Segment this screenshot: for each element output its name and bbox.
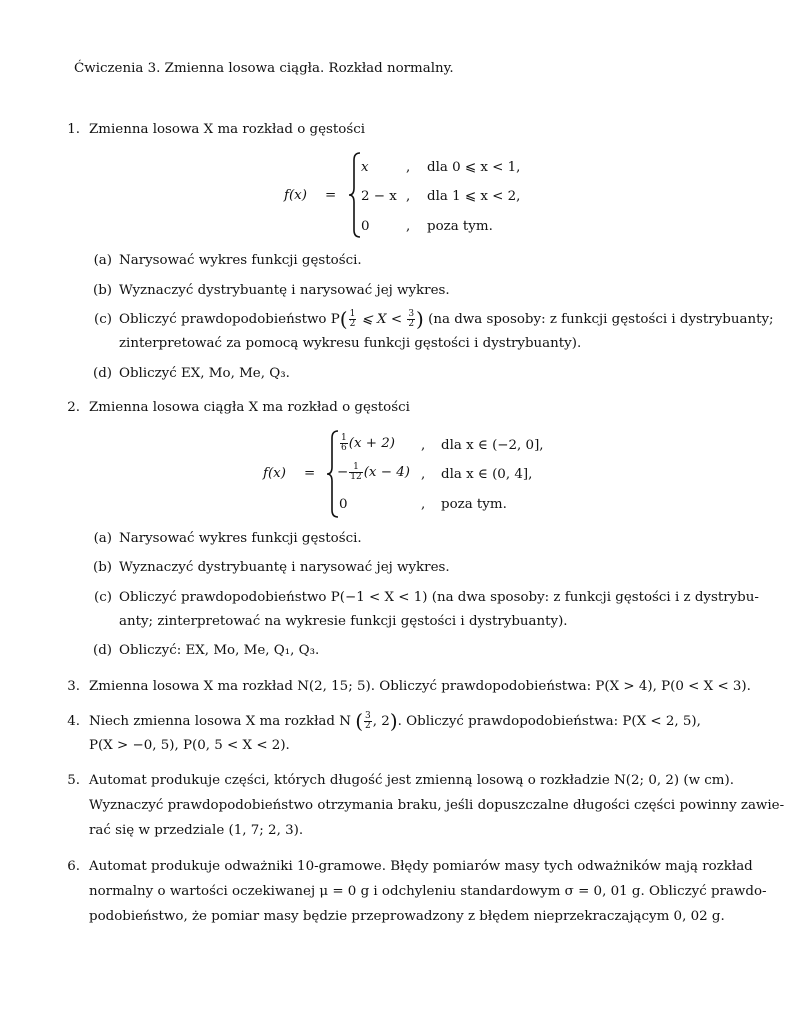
problem-2-fx: f(x) <box>263 466 286 481</box>
problem-5-line2: Wyznaczyć prawdopodobieństwo otrzymania braku, jeśli dopuszczalne długości części powinny zawie- <box>89 798 785 813</box>
problem-1-case-1-cond: dla 0 ⩽ x < 1, <box>427 160 521 175</box>
problem-2b-text: Wyznaczyć dystrybuantę i narysować jej wykres. <box>119 560 450 575</box>
problem-1a-label: (a) <box>93 253 112 268</box>
problem-1-case-3-sep: , <box>406 219 411 234</box>
problem-1-intro: Zmienna losowa X ma rozkład o gęstości <box>89 122 365 137</box>
problem-1-case-1-sep: , <box>406 160 411 175</box>
problem-2-case-2 <box>337 461 410 485</box>
problem-1-equals: = <box>325 188 337 203</box>
problem-1a-text: Narysować wykres funkcji gęstości. <box>119 253 362 268</box>
problem-1-case-2-expr: 2 − x <box>361 189 397 204</box>
problem-1-case-3-expr: 0 <box>361 219 370 234</box>
problem-1c-label: (c) <box>94 312 112 327</box>
problem-2-case-3-sep: , <box>421 497 426 512</box>
problem-1c-pre: Obliczyć prawdopodobieństwo P <box>119 312 340 327</box>
problem-1-case-3-cond: poza tym. <box>427 219 493 234</box>
problem-1c-line2: zinterpretować za pomocą wykresu funkcji gęstości i dystrybuanty). <box>119 336 582 351</box>
problem-2-case-1-sep: , <box>421 438 426 453</box>
problem-2-case-2-frac: $\frac{1}{12}$ <box>350 462 362 482</box>
problem-6-line1: Automat produkuje odważniki 10-gramowe. Błędy pomiarów masy tych odważników mają rozkład <box>89 859 753 874</box>
page-title: Ćwiczenia 3. Zmienna losowa ciągła. Rozkład normalny. <box>74 61 454 76</box>
problem-1-brace <box>348 152 362 238</box>
problem-1c-text: Obliczyć prawdopodobieństwo P( $\frac{1}{2}$ ⩽ X < $\frac{3}{2}$ ) (na dwa sposoby: z funkcji gęstości i dystrybuanty; <box>119 307 774 331</box>
problem-1b-text: Wyznaczyć dystrybuantę i narysować jej wykres. <box>119 283 450 298</box>
problem-1-case-2-sep: , <box>406 189 411 204</box>
problem-1-fx: f(x) <box>284 188 307 203</box>
problem-2-case-3-expr: 0 <box>339 497 348 512</box>
problem-3-text: Zmienna losowa X ma rozkład N(2, 15; 5). Obliczyć prawdopodobieństwa: P(X > 4), P(0 < X < 3). <box>89 679 751 694</box>
problem-2-case-3-cond: poza tym. <box>441 497 507 512</box>
problem-2-case-2-sign: − <box>337 465 349 480</box>
problem-1c-frac-2: $\frac{3}{2}$ <box>408 309 415 329</box>
problem-2-case-1-expr: (x + 2) <box>348 436 395 451</box>
problem-5-line1: Automat produkuje części, których długość jest zmienną losową o rozkładzie N(2; 0, 2) (w cm). <box>89 773 734 788</box>
problem-2a-label: (a) <box>93 531 112 546</box>
problem-2-intro: Zmienna losowa ciągła X ma rozkład o gęstości <box>89 400 410 415</box>
problem-2c-label: (c) <box>94 590 112 605</box>
problem-2c-text: Obliczyć prawdopodobieństwo P(−1 < X < 1) (na dwa sposoby: z funkcji gęstości i z dystrybu- <box>119 590 759 605</box>
problem-1c-frac-1: $\frac{1}{2}$ <box>349 309 356 329</box>
problem-4-number: 4. <box>67 714 80 729</box>
problem-5-line3: rać się w przedziale (1, 7; 2, 3). <box>89 823 304 838</box>
problem-1-case-1-expr: x <box>361 160 369 175</box>
problem-1b-label: (b) <box>92 283 112 298</box>
problem-4-after-frac: , 2 <box>372 714 390 729</box>
problem-4-line2: P(X > −0, 5), P(0, 5 < X < 2). <box>89 738 290 753</box>
problem-1d-text: Obliczyć EX, Mo, Me, Q₃. <box>119 366 290 381</box>
problem-1c-mid: ⩽ X < <box>357 312 407 327</box>
problem-4-pre: Niech zmienna losowa X ma rozkład N <box>89 714 351 729</box>
problem-1-number: 1. <box>67 122 80 137</box>
problem-1d-label: (d) <box>92 366 112 381</box>
problem-2-case-1-cond: dla x ∈ (−2, 0], <box>441 438 544 453</box>
problem-2a-text: Narysować wykres funkcji gęstości. <box>119 531 362 546</box>
problem-4-text: Niech zmienna losowa X ma rozkład N ( $\frac{3}{2}$ , 2). Obliczyć prawdopodobieństwa: P(X < 2, 5), <box>89 709 701 733</box>
problem-2-case-1-frac: $\frac{1}{6}$ <box>341 433 347 453</box>
problem-2-equals: = <box>304 466 316 481</box>
problem-6-line2: normalny o wartości oczekiwanej μ = 0 g i odchyleniu standardowym σ = 0, 01 g. Obliczyć prawdo- <box>89 884 767 899</box>
problem-2-number: 2. <box>67 400 80 415</box>
problem-4-post: . Obliczyć prawdopodobieństwa: P(X < 2, 5), <box>397 714 701 729</box>
problem-2-case-1 <box>339 432 395 456</box>
problem-3-number: 3. <box>67 679 80 694</box>
problem-2c-line2: anty; zinterpretować na wykresie funkcji gęstości i dystrybuanty). <box>119 614 568 629</box>
problem-2-case-2-sep: , <box>421 467 426 482</box>
problem-1c-post: (na dwa sposoby: z funkcji gęstości i dystrybuanty; <box>428 312 774 327</box>
problem-1-case-2-cond: dla 1 ⩽ x < 2, <box>427 189 521 204</box>
problem-5-number: 5. <box>67 773 80 788</box>
problem-2d-text: Obliczyć: EX, Mo, Me, Q₁, Q₃. <box>119 643 320 658</box>
problem-2d-label: (d) <box>92 643 112 658</box>
problem-2-case-2-cond: dla x ∈ (0, 4], <box>441 467 533 482</box>
problem-6-number: 6. <box>67 859 80 874</box>
problem-2b-label: (b) <box>92 560 112 575</box>
problem-6-line3: podobieństwo, że pomiar masy będzie przeprowadzony z błędem nieprzekraczającym 0, 02 g. <box>89 909 725 924</box>
problem-2-case-2-expr: (x − 4) <box>363 465 410 480</box>
problem-4-frac: $\frac{3}{2}$ <box>365 711 371 731</box>
